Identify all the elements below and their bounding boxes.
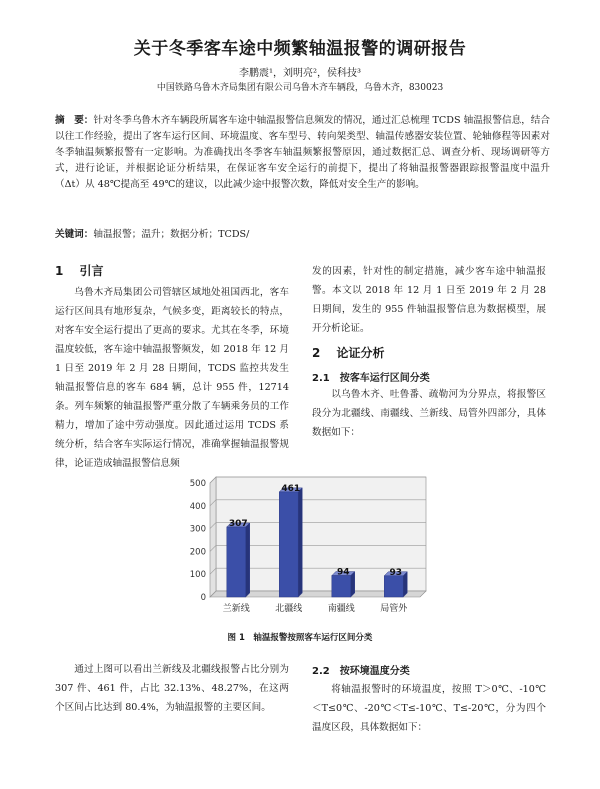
section-1-number: 1 xyxy=(55,264,64,278)
bar xyxy=(279,492,298,597)
after-chart-paragraph: 通过上图可以看出兰新线及北疆线报警占比分别为 307 件、461 件，占比 32.13%、48.27%，在这两个区间占比达到 80.4%，为轴温报警的主要区间。 xyxy=(55,664,289,713)
x-category-label: 兰新线 xyxy=(222,604,250,614)
keywords-label: 关键词： xyxy=(55,229,94,240)
x-category-label: 北疆线 xyxy=(275,604,303,614)
section-2-number: 2 xyxy=(312,346,321,360)
x-category-label: 局管外 xyxy=(380,604,408,614)
subsection-2-2-paragraph: 将轴温报警时的环境温度，按照 T＞0℃、-10℃＜T≤0℃、-20℃＜T≤-10℃、T≤-20℃，分为四个温度区段，具体数据如下： xyxy=(312,684,546,733)
y-tick-label: 200 xyxy=(189,547,206,558)
section-2-title: 论证分析 xyxy=(336,346,385,360)
subsection-2-1-heading: 2.1 按客车运行区间分类 xyxy=(312,373,430,384)
figure-caption: 图 1 轴温报警按照客车运行区间分类 xyxy=(227,633,373,643)
bar-chart xyxy=(176,475,436,625)
bar xyxy=(384,576,403,597)
y-tick-label: 300 xyxy=(189,524,206,535)
section-1-title: 引言 xyxy=(79,264,104,278)
bar-side xyxy=(298,488,302,597)
keywords-text: 轴温报警；温升；数据分析；TCDS/ xyxy=(93,229,250,240)
paper-title: 关于冬季客车途中频繁轴温报警的调研报告 xyxy=(133,39,467,59)
plot-side-wall xyxy=(210,477,216,597)
bar-side xyxy=(403,572,407,597)
bar-side xyxy=(246,523,250,597)
bar-value-label: 94 xyxy=(336,567,350,578)
subsection-2-2-heading: 2.2 按环境温度分类 xyxy=(312,666,410,677)
bar-value-label: 307 xyxy=(228,519,248,530)
y-tick-label: 400 xyxy=(189,501,206,512)
bar-value-label: 93 xyxy=(389,567,403,578)
abstract-text: 针对冬季乌鲁木齐车辆段所属客车途中轴温报警信息频发的情况，通过汇总梳理 TCDS 轴温报警信息，结合以往工作经验，提出了客车运行区间、环境温度、客车型号、转向架类型、轴温传感器安装位置、轮轴修程等因素对冬季轴温频繁报警有一定影响。为准确找出冬季客车轴温频繁报警原因，通过数据汇总、调查分析、现场调研等方式，进行论证，并根据论证分析结果，在保证客车安全运行的前提下，提出了将轴温报警器跟踪报警温度中温升（Δt）从 48℃提高至 49℃的建议，以此减少途中报警次数，降低对安全生产的影响。 xyxy=(55,115,551,190)
y-tick-label: 500 xyxy=(189,479,206,489)
bar-side xyxy=(351,572,355,597)
section-1-paragraph-right: 发的因素，针对性的制定措施，减少客车途中轴温报警。本文以 2018 年 12 月 1 日至 2019 年 2 月 28 日期间，发生的 955 件轴温报警信息为数据模型，展开分析论证。 xyxy=(312,266,546,334)
affiliation: 中国铁路乌鲁木齐局集团有限公司乌鲁木齐车辆段，乌鲁木齐，830023 xyxy=(156,83,444,93)
authors: 李鹏震¹，刘明亮²，侯科技³ xyxy=(238,68,362,79)
x-category-label: 南疆线 xyxy=(327,604,355,614)
section-2-heading xyxy=(312,344,385,361)
subsection-2-1-paragraph: 以乌鲁木齐、吐鲁番、疏勒河为分界点，将报警区段分为北疆线、南疆线、兰新线、局管外四部分，具体数据如下： xyxy=(312,389,546,438)
y-tick-label: 0 xyxy=(200,593,206,603)
y-tick-label: 100 xyxy=(189,570,206,581)
section-1-heading xyxy=(55,262,104,279)
bar xyxy=(227,527,246,597)
section-1-paragraph-left: 乌鲁木齐局集团公司管辖区域地处祖国西北，客车运行区间具有地形复杂，气候多变，距离较长的特点，对客车安全运行提出了更高的要求。尤其在冬季，环境温度较低，客车途中轴温报警频发，如 2018 年 12 月 1 日至 2019 年 2 月 28 日期间，TCDS 监控共发生轴温报警信息的客车 684 辆，总计 955 件，12714 条。列车频繁的轴温报警严重分散了车辆乘务员的工作精力，增加了途中劳动强度。因此通过运用 TCDS 系统分析，结合客车实际运行情况，准确掌握轴温报警规律，论证造成轴温报警信息频 xyxy=(55,287,289,469)
abstract xyxy=(55,113,550,193)
bar xyxy=(332,576,351,597)
bar-value-label: 461 xyxy=(281,483,301,494)
keywords xyxy=(55,226,550,240)
abstract-label: 摘 要： xyxy=(55,115,94,126)
